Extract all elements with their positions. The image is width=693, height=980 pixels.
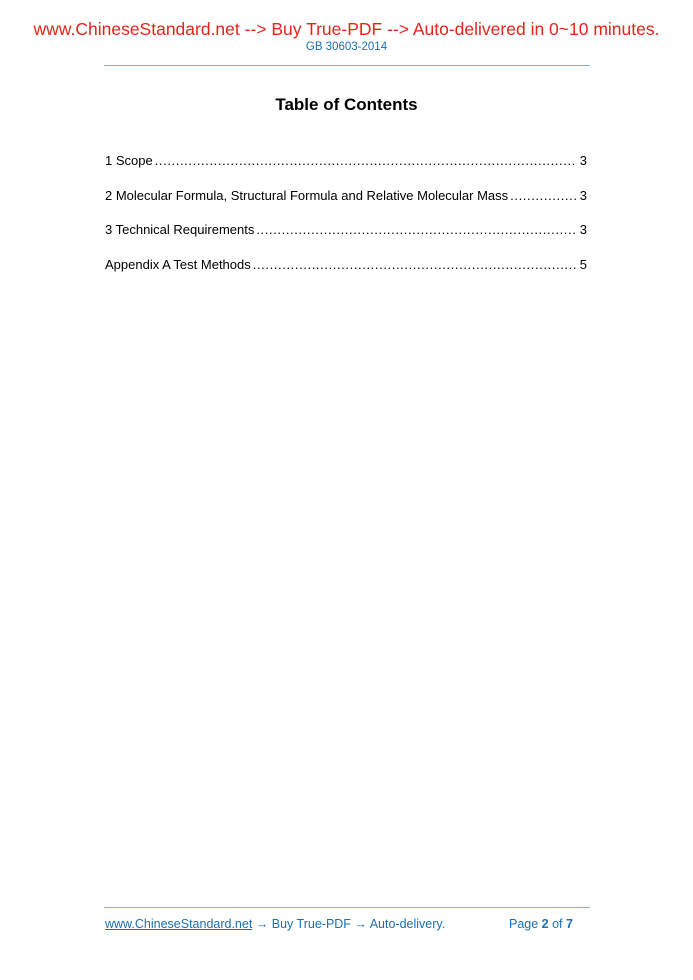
promo-banner: www.ChineseStandard.net --> Buy True-PDF --> Auto-delivered in 0~10 minutes. (33, 19, 660, 39)
standard-number: GB 30603-2014 (305, 41, 388, 53)
toc-entry-scope[interactable] (105, 153, 587, 188)
header-divider (104, 65, 590, 66)
toc-leader-dots (253, 257, 577, 273)
toc-entry-label: 2 Molecular Formula, Structural Formula and Relative Molecular Mass (105, 187, 509, 203)
toc-entry-appendix-a[interactable] (105, 257, 587, 292)
footer-tagline: → Buy True-PDF → Auto-delivery. (252, 917, 446, 931)
toc-entry-molecular-formula[interactable] (105, 188, 587, 223)
toc-entry-label: Appendix A Test Methods (105, 256, 251, 272)
toc-leader-dots (155, 153, 577, 169)
toc-entry-page: 3 (579, 187, 587, 203)
toc-entry-page: 3 (579, 222, 587, 237)
current-page-number: 2 (541, 917, 549, 931)
toc-entry-technical-requirements[interactable] (105, 222, 587, 257)
toc-title: Table of Contents (275, 95, 418, 114)
page-of: of (548, 917, 566, 931)
page-prefix: Page (509, 917, 542, 931)
toc-leader-dots (510, 188, 577, 204)
total-page-count: 7 (566, 917, 573, 931)
page-indicator (509, 916, 573, 932)
toc-entry-page: 5 (579, 256, 587, 272)
footer-promo (105, 916, 445, 932)
footer-site-link[interactable]: www.ChineseStandard.net (105, 917, 253, 931)
footer-divider (104, 907, 590, 908)
toc-list (105, 153, 587, 291)
toc-entry-label: 3 Technical Requirements (105, 222, 255, 237)
toc-entry-label: 1 Scope (105, 153, 153, 168)
toc-leader-dots (256, 222, 576, 238)
toc-entry-page: 3 (579, 153, 587, 168)
